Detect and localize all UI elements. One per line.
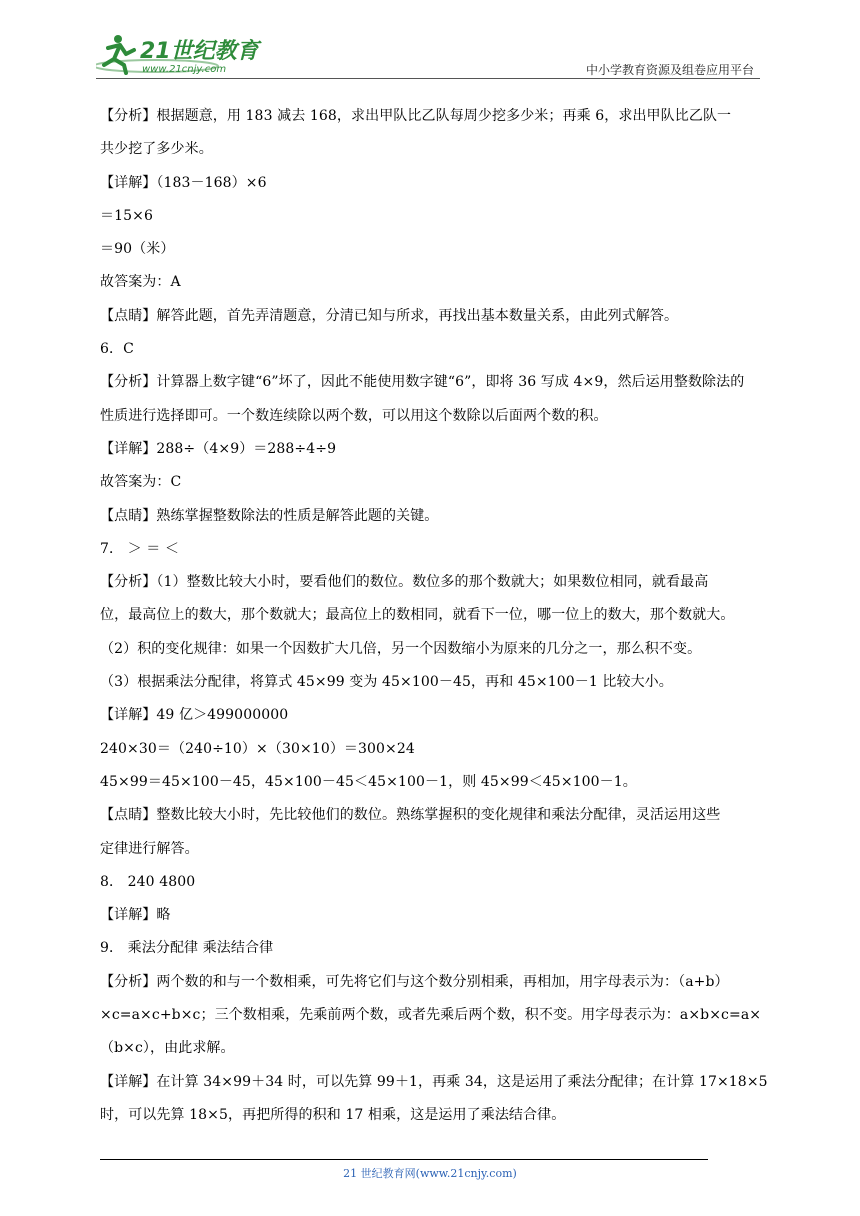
text-line: （b×c），由此求解。 xyxy=(100,1040,235,1057)
text-line: 45×99＝45×100－45，45×100－45＜45×100－1，则 45×99＜45×100－1。 xyxy=(100,773,637,790)
header-divider xyxy=(96,78,760,79)
text-line: 共少挖了多少米。 xyxy=(100,141,213,158)
footer-text: 21 世纪教育网(www.21cnjy.com) xyxy=(343,1167,517,1180)
text-line: （3）根据乘法分配律，将算式 45×99 变为 45×100－45，再和 45×100－1 比较大小。 xyxy=(100,674,673,691)
text-line: 【分析】两个数的和与一个数相乘，可先将它们与这个数分别相乘，再相加，用字母表示为：（a+b） xyxy=(100,973,729,990)
text-line: 故答案为：C xyxy=(100,474,182,491)
text-line: 【分析】（1）整数比较大小时，要看他们的数位。数位多的那个数就大；如果数位相同，就看最高 xyxy=(100,574,709,591)
page-header xyxy=(96,30,760,80)
text-line: ＝90（米） xyxy=(100,241,175,258)
text-line: 【分析】根据题意，用 183 减去 168，求出甲队比乙队每周少挖多少米；再乘 6，求出甲队比乙队一 xyxy=(100,108,732,124)
text-line: （2）积的变化规律：如果一个因数扩大几倍，另一个因数缩小为原来的几分之一，那么积不变。 xyxy=(100,640,702,657)
text-line: ＝15×6 xyxy=(100,207,153,224)
text-line: 8． 240 4800 xyxy=(100,873,196,890)
text-line: 位，最高位上的数大，那个数就大；最高位上的数相同，就看下一位，哪一位上的数大，那个数就大。 xyxy=(100,607,735,624)
text-line: ×c=a×c+b×c；三个数相乘，先乘前两个数，或者先乘后两个数，积不变。用字母表示为：a×b×c=a× xyxy=(100,1007,762,1024)
text-line: 【详解】49 亿＞499000000 xyxy=(100,707,289,724)
text-line: 240×30＝（240÷10）×（30×10）＝300×24 xyxy=(100,740,415,757)
text-line: 【详解】略 xyxy=(100,907,171,924)
site-name: 中小学教育资源及组卷应用平台 xyxy=(585,63,754,77)
answer-content xyxy=(100,102,768,1134)
text-line: 定律进行解答。 xyxy=(100,840,199,857)
site-logo xyxy=(96,32,266,78)
logo-text: 21世纪教育 xyxy=(140,39,259,64)
text-line: 【分析】计算器上数字键“6”坏了，因此不能使用数字键“6”，即将 36 写成 4×9，然后运用整数除法的 xyxy=(100,374,745,391)
text-line: 【点睛】解答此题，首先弄清题意，分清已知与所求，再找出基本数量关系，由此列式解答。 xyxy=(100,307,679,324)
logo-url: www.21cnjy.com xyxy=(142,64,227,75)
text-line: 【点睛】熟练掌握整数除法的性质是解答此题的关键。 xyxy=(100,507,439,524)
text-line: 【详解】（183－168）×6 xyxy=(100,174,267,191)
text-line: 【详解】288÷（4×9）＝288÷4÷9 xyxy=(100,440,337,457)
footer-divider xyxy=(100,1159,708,1160)
text-line: 【详解】在计算 34×99＋34 时，可以先算 99＋1，再乘 34，这是运用了乘法分配律；在计算 17×18×5 xyxy=(100,1073,768,1090)
text-line: 6．C xyxy=(100,341,134,358)
text-line: 【点睛】整数比较大小时，先比较他们的数位。熟练掌握积的变化规律和乘法分配律，灵活运用这些 xyxy=(100,807,721,824)
text-line: 7． ＞ ＝ ＜ xyxy=(100,540,180,557)
text-line: 时，可以先算 18×5，再把所得的积和 17 相乘，这是运用了乘法结合律。 xyxy=(100,1106,566,1123)
text-line: 故答案为：A xyxy=(100,274,181,291)
text-line: 9． 乘法分配律 乘法结合律 xyxy=(100,940,274,957)
text-line: 性质进行选择即可。一个数连续除以两个数，可以用这个数除以后面两个数的积。 xyxy=(100,407,608,424)
